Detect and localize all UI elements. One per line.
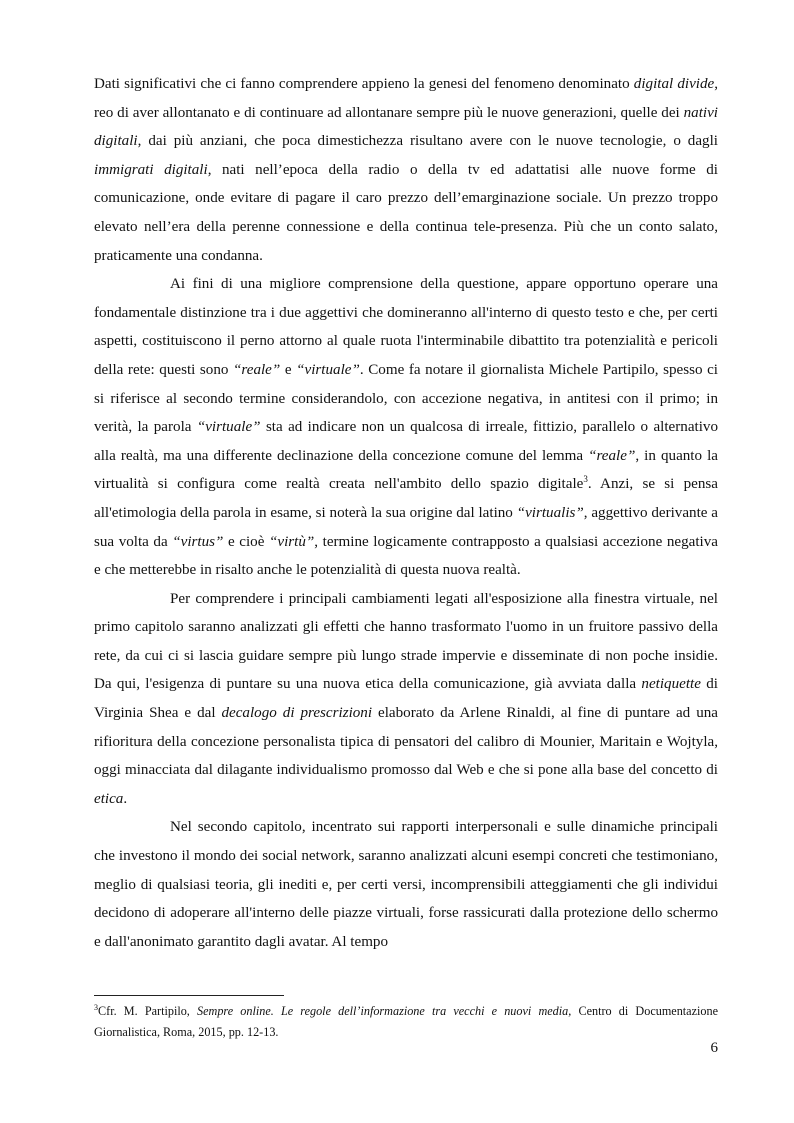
text-run: Dati significativi che ci fanno comprendere appieno la genesi del fenomeno denominato xyxy=(94,76,634,92)
paragraph xyxy=(94,70,718,270)
italic-text: “reale” xyxy=(233,361,281,378)
text-run: Cfr. M. Partipilo, xyxy=(98,1004,198,1018)
text-run: e cioè xyxy=(223,533,269,550)
italic-text: “reale” xyxy=(588,447,636,464)
paragraph xyxy=(94,270,718,585)
text-run: di Virginia Shea e dal xyxy=(94,676,718,722)
text-run: , nati nell’epoca della radio o della tv ed adattatisi alle nuove forme di comunicazione, onde evitare di pagare il caro prezzo dell’emarginazione sociale. Un prezzo troppo elevato nell’era della perenne connessione e della continua tele-presenza. Più che un conto salato, praticamente una condanna. xyxy=(94,161,718,264)
italic-text: “virtù” xyxy=(268,533,315,550)
paragraph xyxy=(94,813,718,956)
italic-text: “virtualis” xyxy=(516,504,584,521)
paragraph xyxy=(94,585,718,814)
italic-text: “virtuale” xyxy=(296,361,360,378)
text-run: elaborato da Arlene Rinaldi, al fine di puntare ad una rifioritura della concezione personalista tipica di pensatori del calibro di Mounier, Maritain e Wojtyla, oggi minacciata dal dilagante individualismo promosso dal Web e che si pone alla base del concetto di xyxy=(94,705,718,779)
italic-text: digital divide xyxy=(633,76,715,92)
italic-text: etica xyxy=(94,790,124,807)
text-run: Nel secondo capitolo, incentrato sui rapporti interpersonali e sulle dinamiche principali che investono il mondo dei social network, saranno analizzati alcuni esempi concreti che testimoniano, meglio di qualsiasi teoria, gli inediti e, per certi versi, incomprensibili atteggiamenti che gli individui decidono di adoperare all'interno delle piazze virtuali, forse rassicurati dalla protezione dello schermo e dall'anonimato garantito dagli avatar. Al tempo xyxy=(94,819,718,950)
text-run: , in quanto la virtualità si configura come realtà creata nell'ambito dello spazio digitale xyxy=(94,447,719,493)
italic-text: nativi digitali xyxy=(94,104,718,150)
footnote-ref: 3 xyxy=(583,474,588,485)
italic-text: Sempre online. Le regole dell’informazione tra vecchi e nuovi media, xyxy=(197,1004,572,1018)
text-run: Per comprendere i principali cambiamenti legati all'esposizione alla finestra virtuale, nel primo capitolo saranno analizzati gli effetti che hanno trasformato l'uomo in un fruitore passivo della rete, da cui ci si lascia guidare sempre più lungo strade impervie e disseminate di non poche insidie. Da qui, l'esigenza di puntare su una nuova etica della comunicazione, già avviata dalla xyxy=(94,590,718,693)
text-run: , termine logicamente contrapposto a qualsiasi accezione negativa e che metterebbe in risalto anche le potenzialità di questa nuova realtà. xyxy=(94,533,718,579)
text-run: . Come fa notare il giornalista Michele Partipilo, spesso ci si riferisce al secondo termine considerandolo, con accezione negativa, in antitesi con il primo; in verità, la parola xyxy=(94,361,718,436)
footnote xyxy=(94,1001,718,1043)
text-run: Ai fini di una migliore comprensione della questione, appare opportuno operare una fondamentale distinzione tra i due aggettivi che domineranno all'interno di questo testo e che, per certi aspetti, costituiscono il perno attorno al quale ruota l'interminabile dibattito tra potenzialità e pericoli della rete: questi sono xyxy=(94,276,718,378)
text-run: sta ad indicare non un qualcosa di irreale, fittizio, parallelo o alternativo alla realtà, ma una differente declinazione della concezione comune del lemma xyxy=(94,419,719,464)
italic-text: immigrati digitali xyxy=(94,161,208,178)
body-text xyxy=(94,70,718,956)
italic-text: “virtuale” xyxy=(196,419,261,436)
text-run: , aggettivo derivante a sua volta da xyxy=(94,504,718,550)
text-run: e xyxy=(280,361,297,378)
text-run: , dai più anziani, che poca dimestichezza risultano avere con le nuove tecnologie, o dagli xyxy=(137,133,718,150)
text-run: . xyxy=(123,790,128,807)
italic-text: “virtus” xyxy=(172,533,224,550)
text-run: . Anzi, se si pensa all'etimologia della parola in esame, si noterà la sua origine dal latino xyxy=(94,476,718,521)
italic-text: netiquette xyxy=(641,676,701,693)
text-run: , reo di aver allontanato e di continuare ad allontanare sempre più le nuove generazioni, quelle dei xyxy=(94,76,718,121)
footnote-ref: 3 xyxy=(94,1003,98,1012)
footnote-separator xyxy=(94,995,284,996)
page-number: 6 xyxy=(710,1040,718,1056)
text-run: Centro di Documentazione Giornalistica, Roma, 2015, pp. 12-13. xyxy=(94,1004,718,1039)
italic-text: decalogo di prescrizioni xyxy=(221,705,373,722)
